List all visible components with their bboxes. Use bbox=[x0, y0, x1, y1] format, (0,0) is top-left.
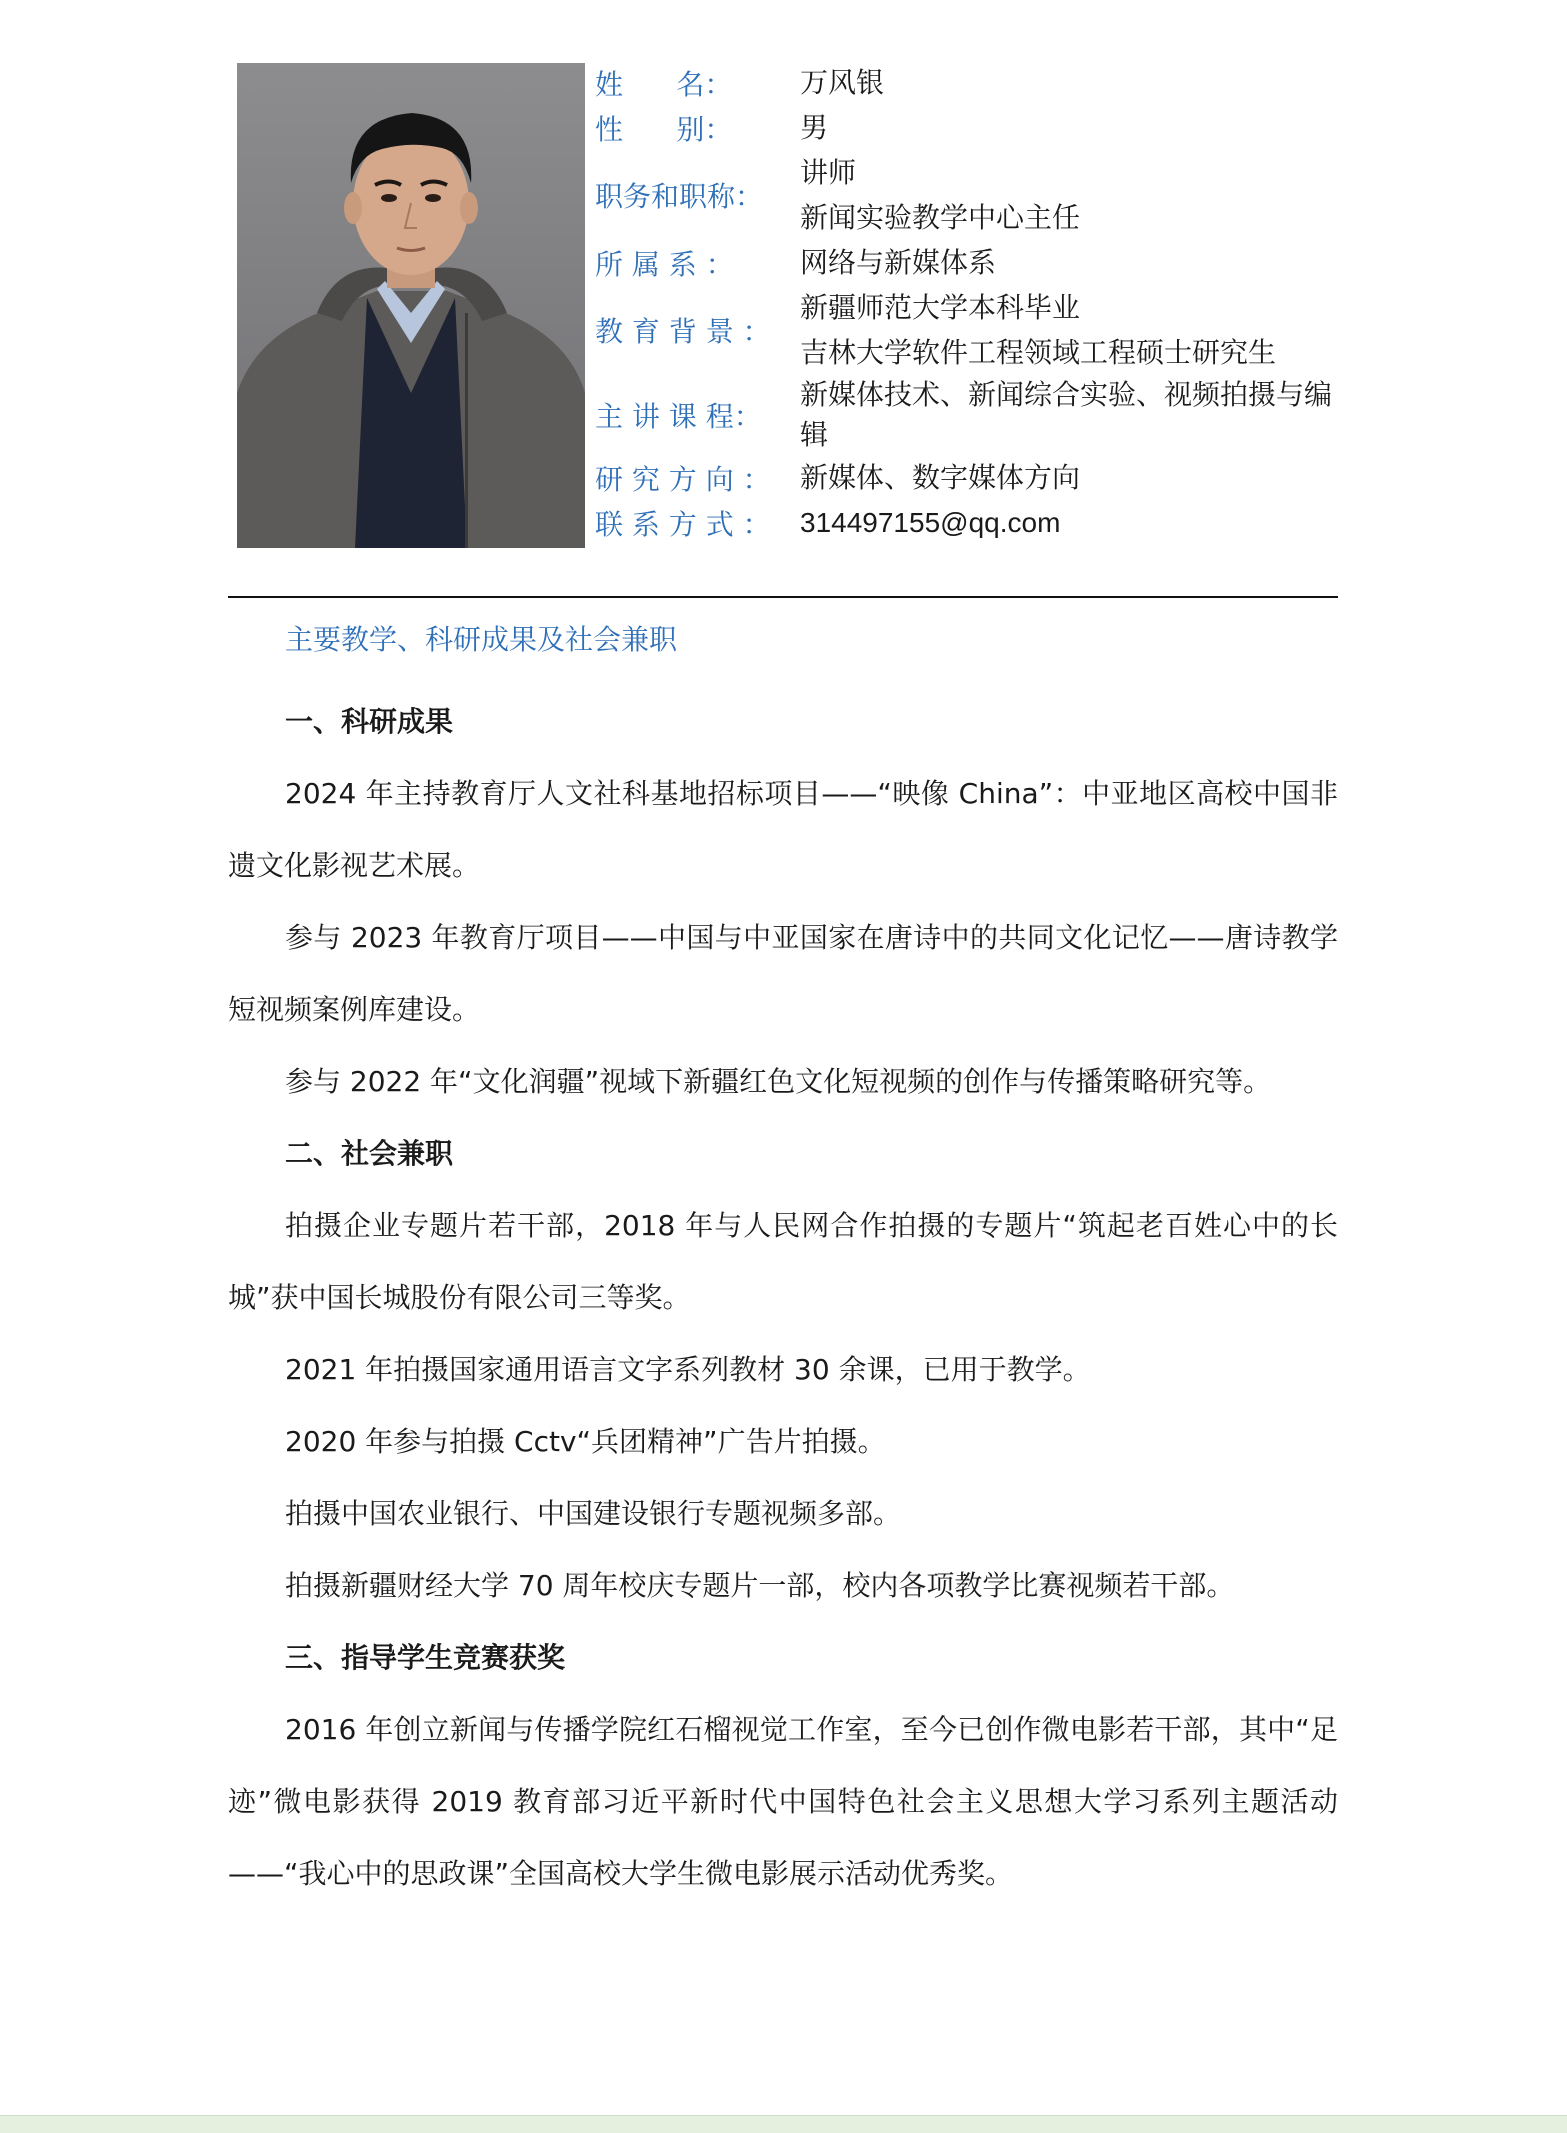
education-value-2: 吉林大学软件工程领域工程硕士研究生 bbox=[800, 336, 1277, 369]
paragraph: 2021 年拍摄国家通用语言文字系列教材 30 余课，已用于教学。 bbox=[285, 1353, 1091, 1386]
paragraph: 2024 年主持教育厅人文社科基地招标项目——“映像 China”：中亚地区高校中国非遗文化影视艺术展。 bbox=[228, 777, 1338, 882]
education-value-1: 新疆师范大学本科毕业 bbox=[800, 291, 1081, 324]
portrait-photo bbox=[237, 63, 585, 548]
info-row-research bbox=[595, 455, 1355, 500]
section-title: 主要教学、科研成果及社会兼职 bbox=[285, 623, 678, 656]
paragraph: 拍摄中国农业银行、中国建设银行专题视频多部。 bbox=[285, 1497, 902, 1530]
title-label: 职务和职称： bbox=[595, 180, 764, 213]
name-value: 万风银 bbox=[800, 66, 885, 99]
portrait-illustration bbox=[237, 63, 585, 548]
education-label: 教 育 背 景 ： bbox=[595, 315, 771, 348]
paragraph: 拍摄企业专题片若干部，2018 年与人民网合作拍摄的专题片“筑起老百姓心中的长城”获中国长城股份有限公司三等奖。 bbox=[228, 1209, 1338, 1314]
courses-label: 主 讲 课 程： bbox=[595, 400, 762, 433]
paragraph: 参与 2022 年“文化润疆”视域下新疆红色文化短视频的创作与传播策略研究等。 bbox=[285, 1065, 1272, 1098]
paragraph: 2016 年创立新闻与传播学院红石榴视觉工作室，至今已创作微电影若干部，其中“足迹”微电影获得 2019 教育部习近平新时代中国特色社会主义思想大学习系列主题活动——“我心中的思政课”全国高校大学生微电影展示活动优秀奖。 bbox=[228, 1713, 1338, 1890]
info-row-gender bbox=[595, 105, 1355, 150]
divider-rule bbox=[228, 596, 1338, 598]
research-label: 研 究 方 向 ： bbox=[595, 462, 771, 496]
contact-label: 联 系 方 式 ： bbox=[595, 507, 771, 541]
title-value-1: 讲师 bbox=[800, 156, 857, 189]
department-value: 网络与新媒体系 bbox=[800, 246, 997, 279]
info-row-courses bbox=[595, 375, 1355, 455]
contact-email: 314497155@qq.com bbox=[800, 507, 1061, 538]
paragraph: 2020 年参与拍摄 Cctv“兵团精神”广告片拍摄。 bbox=[285, 1425, 886, 1458]
info-row-title bbox=[595, 150, 1355, 240]
gender-label: 性 别： bbox=[595, 112, 733, 146]
courses-value: 新媒体技术、新闻综合实验、视频拍摄与编辑 bbox=[800, 378, 1333, 451]
research-value: 新媒体、数字媒体方向 bbox=[800, 461, 1081, 494]
heading-social-roles: 二、社会兼职 bbox=[285, 1137, 454, 1170]
info-row-education bbox=[595, 285, 1355, 375]
gender-value: 男 bbox=[800, 111, 829, 144]
heading-student-awards: 三、指导学生竞赛获奖 bbox=[285, 1641, 566, 1674]
body-content bbox=[228, 686, 1338, 1910]
heading-research: 一、科研成果 bbox=[285, 705, 454, 738]
footer-band bbox=[0, 2115, 1567, 2133]
info-row-contact bbox=[595, 500, 1355, 545]
info-row-name bbox=[595, 60, 1355, 105]
paragraph: 拍摄新疆财经大学 70 周年校庆专题片一部，校内各项教学比赛视频若干部。 bbox=[285, 1569, 1235, 1602]
paragraph: 参与 2023 年教育厅项目——中国与中亚国家在唐诗中的共同文化记忆——唐诗教学短视频案例库建设。 bbox=[228, 921, 1338, 1026]
department-label: 所 属 系 ： bbox=[595, 247, 734, 281]
name-label: 姓 名： bbox=[595, 67, 733, 101]
info-row-department bbox=[595, 240, 1355, 285]
profile-info bbox=[595, 60, 1355, 545]
title-value-2: 新闻实验教学中心主任 bbox=[800, 201, 1081, 234]
